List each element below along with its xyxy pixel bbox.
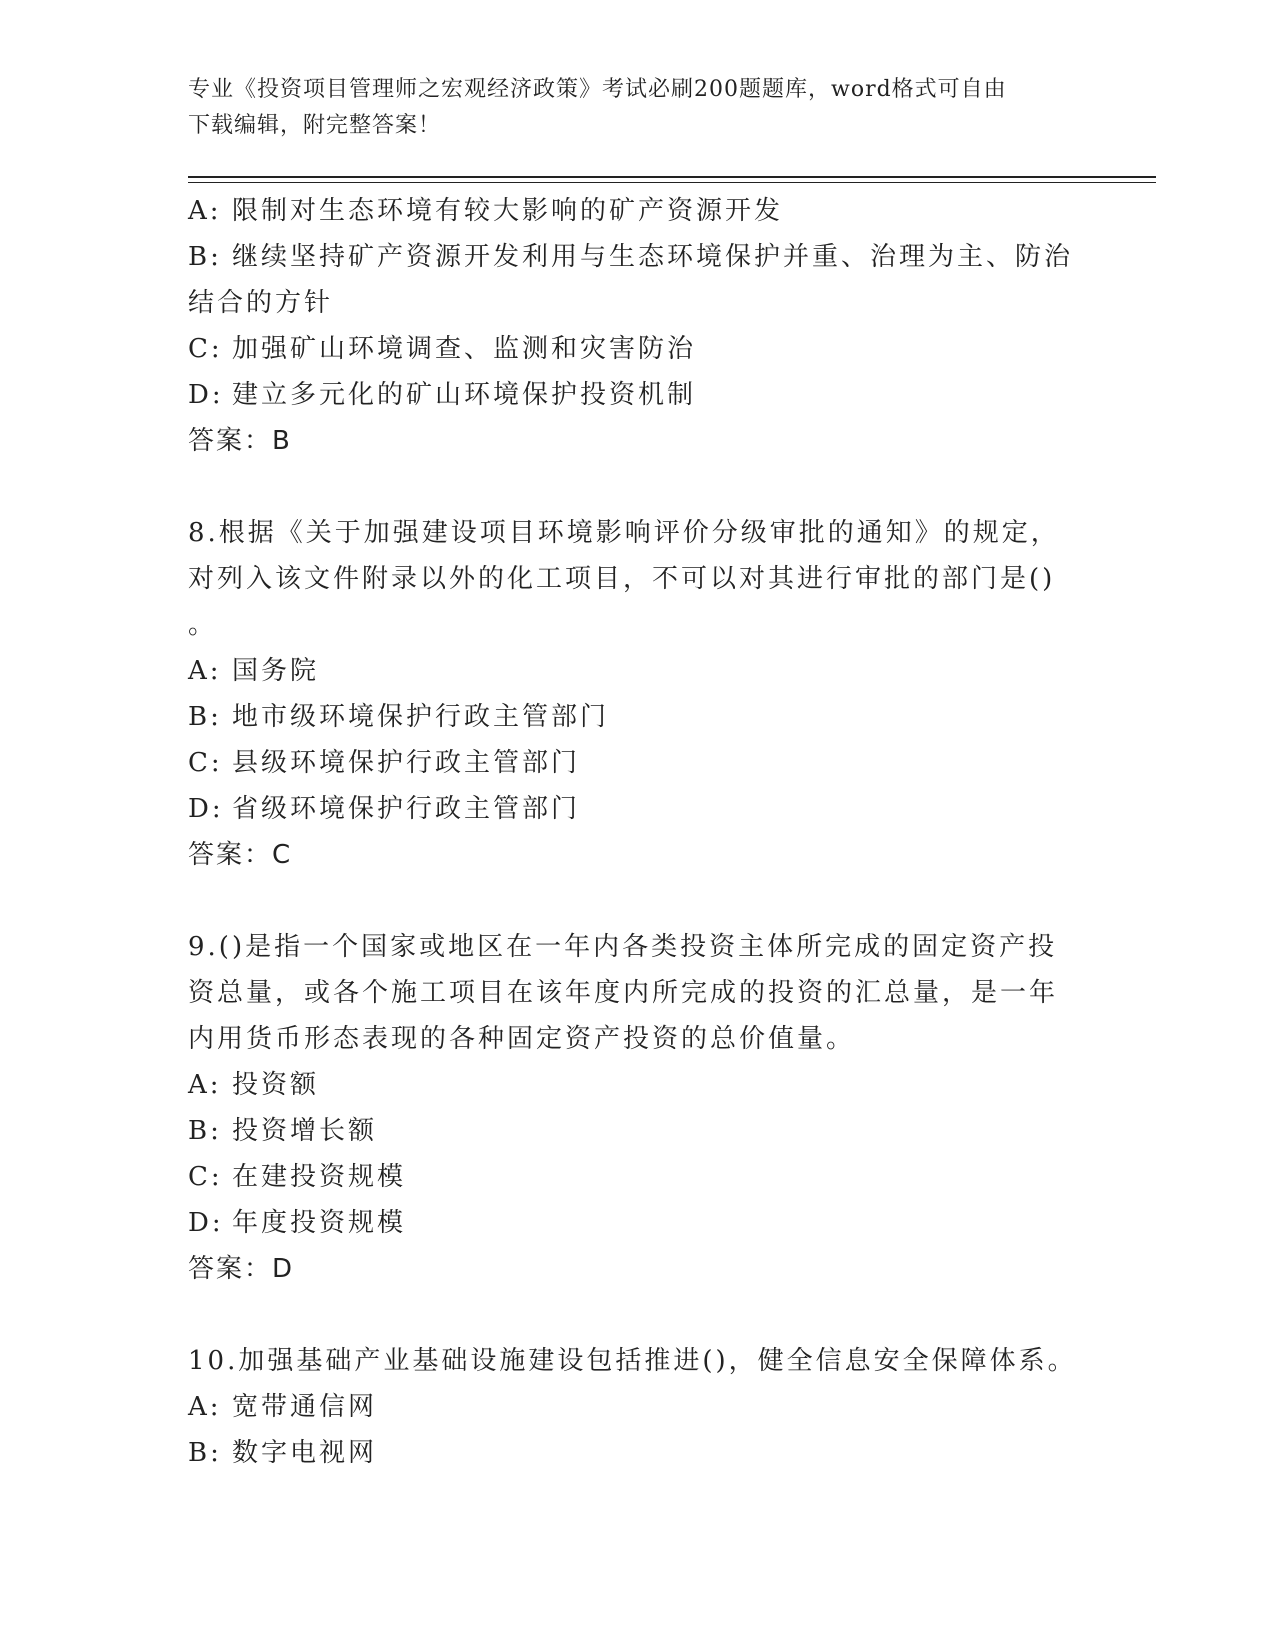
- option-key: B:: [188, 702, 222, 732]
- option-text: 投资增长额: [232, 1116, 378, 1146]
- option-d: [188, 372, 1088, 418]
- option-key: A:: [188, 196, 222, 226]
- option-b: [188, 694, 1088, 740]
- answer-label: 答案：B: [188, 426, 292, 456]
- option-c: [188, 740, 1088, 786]
- question-9: [188, 924, 1088, 1292]
- option-text: 加强矿山环境调查、监测和灾害防治: [232, 334, 697, 364]
- option-text: 县级环境保护行政主管部门: [232, 748, 581, 778]
- option-text: 限制对生态环境有较大影响的矿产资源开发: [232, 196, 784, 226]
- option-text: 宽带通信网: [232, 1392, 378, 1422]
- question-stem-line: 内用货币形态表现的各种固定资产投资的总价值量。: [188, 1024, 856, 1054]
- option-text-continued: 结合的方针: [188, 288, 334, 318]
- answer-label: 答案：C: [188, 840, 293, 870]
- question-stem-line: 10.加强基础产业基础设施建设包括推进()，健全信息安全保障体系。: [188, 1346, 1077, 1376]
- question-stem-line: 。: [188, 610, 218, 640]
- option-text: 数字电视网: [232, 1438, 378, 1468]
- option-text: 省级环境保护行政主管部门: [232, 794, 581, 824]
- question-7: [188, 188, 1088, 464]
- option-text: 投资额: [232, 1070, 320, 1100]
- option-key: C:: [188, 748, 223, 778]
- option-key: B:: [188, 1438, 222, 1468]
- document-header-note: [188, 72, 1068, 144]
- spacer: [188, 1292, 1088, 1338]
- option-key: D:: [188, 794, 224, 824]
- option-text: 建立多元化的矿山环境保护投资机制: [232, 380, 697, 410]
- option-c: [188, 1154, 1088, 1200]
- option-key: B:: [188, 1116, 222, 1146]
- question-stem-line: 9.()是指一个国家或地区在一年内各类投资主体所完成的固定资产投: [188, 932, 1058, 962]
- option-text: 地市级环境保护行政主管部门: [232, 702, 610, 732]
- option-key: A:: [188, 1070, 222, 1100]
- option-text: 国务院: [232, 656, 320, 686]
- question-8: [188, 510, 1088, 878]
- option-key: A:: [188, 1392, 222, 1422]
- header-line-2: 下载编辑，附完整答案！: [188, 113, 442, 138]
- option-b: [188, 234, 1088, 280]
- option-b: [188, 1108, 1088, 1154]
- option-d: [188, 1200, 1088, 1246]
- option-a: [188, 188, 1088, 234]
- spacer: [188, 464, 1088, 510]
- option-key: D:: [188, 380, 224, 410]
- option-key: B:: [188, 242, 222, 272]
- spacer: [188, 878, 1088, 924]
- option-key: C:: [188, 334, 223, 364]
- option-b: [188, 1430, 1088, 1476]
- header-line-1: 专业《投资项目管理师之宏观经济政策》考试必刷200题题库，word格式可自由: [188, 77, 1007, 102]
- option-text: 在建投资规模: [232, 1162, 407, 1192]
- option-key: A:: [188, 656, 222, 686]
- option-text: 继续坚持矿产资源开发利用与生态环境保护并重、治理为主、防治: [232, 242, 1074, 272]
- header-rule-thick: [188, 176, 1156, 178]
- question-content: [188, 188, 1088, 1476]
- question-10: [188, 1338, 1088, 1476]
- option-key: C:: [188, 1162, 223, 1192]
- option-c: [188, 326, 1088, 372]
- option-a: [188, 1384, 1088, 1430]
- option-a: [188, 648, 1088, 694]
- header-rule-thin: [188, 182, 1156, 183]
- answer-label: 答案：D: [188, 1254, 295, 1284]
- question-stem-line: 对列入该文件附录以外的化工项目，不可以对其进行审批的部门是(): [188, 564, 1056, 594]
- option-d: [188, 786, 1088, 832]
- question-stem-line: 资总量，或各个施工项目在该年度内所完成的投资的汇总量，是一年: [188, 978, 1059, 1008]
- option-key: D:: [188, 1208, 224, 1238]
- question-stem-line: 8.根据《关于加强建设项目环境影响评价分级审批的通知》的规定，: [188, 518, 1060, 548]
- option-text: 年度投资规模: [232, 1208, 407, 1238]
- option-a: [188, 1062, 1088, 1108]
